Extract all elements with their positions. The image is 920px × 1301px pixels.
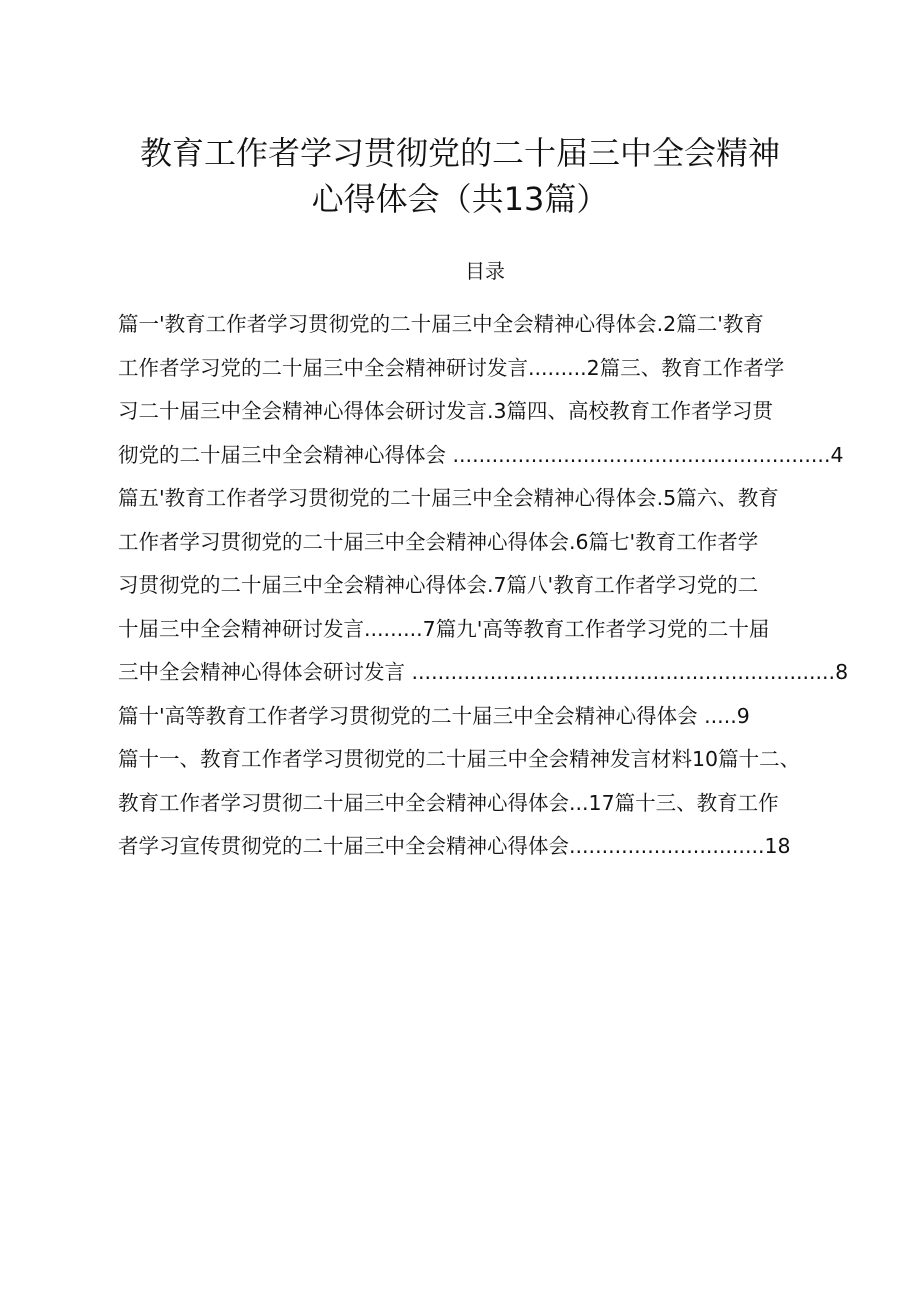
toc-line: 篇十'高等教育工作者学习贯彻党的二十届三中全会精神心得体会 .....9	[118, 703, 750, 728]
toc-line: 篇一'教育工作者学习贯彻党的二十届三中全会精神心得体会.2篇二'教育	[118, 312, 764, 336]
toc-line: 工作者学习党的二十届三中全会精神研讨发言.........2篇三、教育工作者学	[118, 355, 785, 380]
table-of-contents	[118, 303, 858, 869]
toc-line: 者学习宣传贯彻党的二十届三中全会精神心得体会..............................18	[118, 834, 791, 858]
toc-line: 习贯彻党的二十届三中全会精神心得体会.7篇八'教育工作者学习党的二	[118, 573, 759, 597]
toc-line: 习二十届三中全会精神心得体会研讨发言.3篇四、高校教育工作者学习贯	[118, 399, 774, 423]
toc-line: 篇五'教育工作者学习贯彻党的二十届三中全会精神心得体会.5篇六、教育	[118, 486, 779, 510]
toc-line: 篇十一、教育工作者学习贯彻党的二十届三中全会精神发言材料10篇十二、	[118, 747, 801, 771]
document-title-line-2: 心得体会（共13篇）	[311, 180, 609, 218]
toc-line: 教育工作者学习贯彻二十届三中全会精神心得体会...17篇十三、教育工作	[118, 790, 779, 815]
toc-line: 十届三中全会精神研讨发言.........7篇九'高等教育工作者学习党的二十届	[118, 616, 770, 641]
toc-line: 彻党的二十届三中全会精神心得体会 ..........................................................4	[118, 442, 844, 467]
toc-line: 三中全会精神心得体会研讨发言 .................................................................8	[118, 660, 849, 684]
document-title-line-1: 教育工作者学习贯彻党的二十届三中全会精神	[139, 134, 780, 172]
toc-line: 工作者学习贯彻党的二十届三中全会精神心得体会.6篇七'教育工作者学	[118, 529, 759, 554]
toc-heading: 目录	[465, 259, 505, 283]
